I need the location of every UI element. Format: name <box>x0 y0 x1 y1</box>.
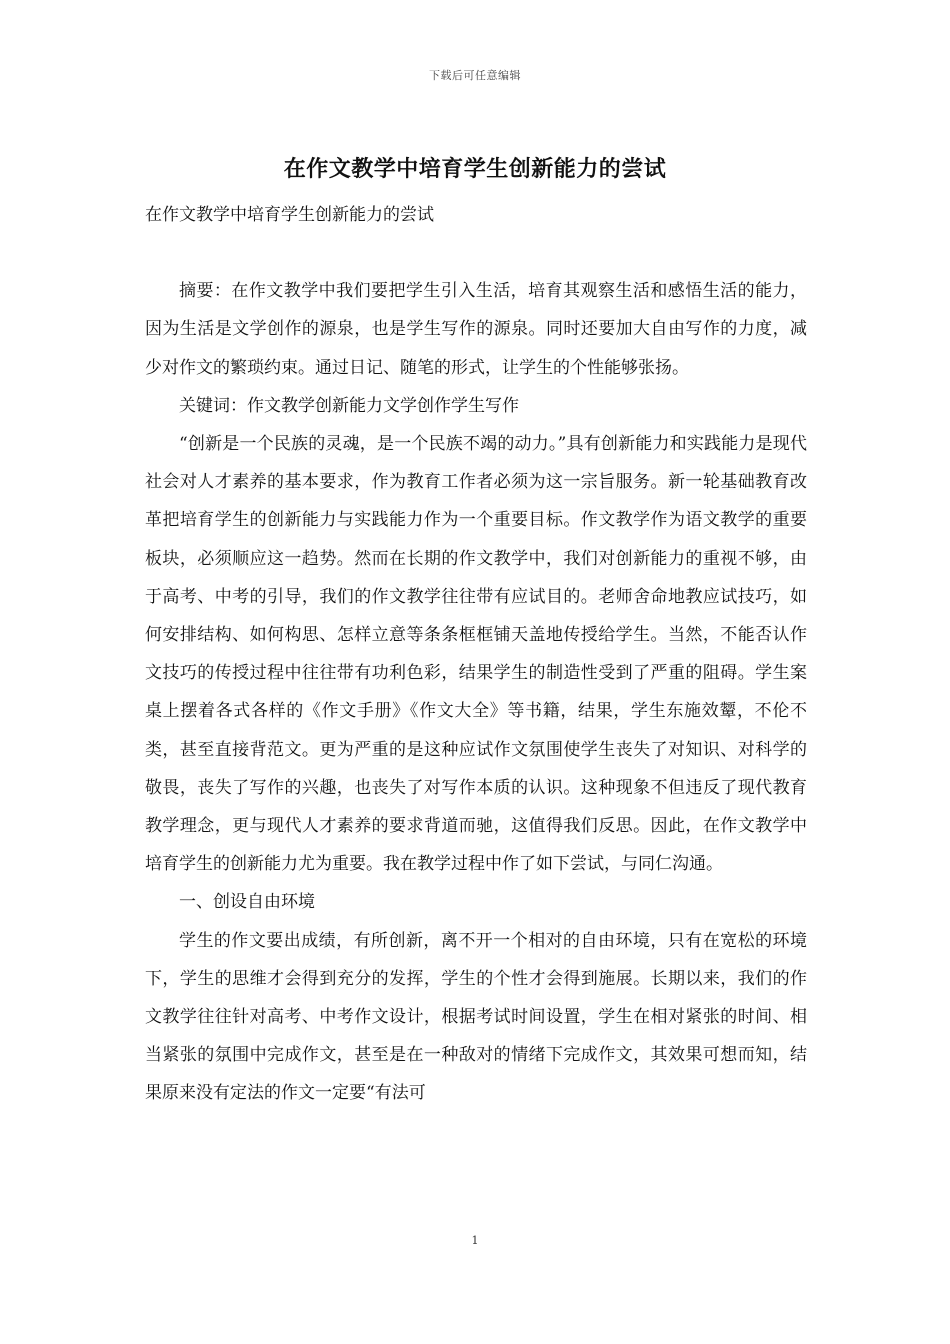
document-subtitle: 在作文教学中培育学生创新能力的尝试 <box>145 205 434 225</box>
document-title: 在作文教学中培育学生创新能力的尝试 <box>283 156 667 182</box>
page-number: 1 <box>471 1234 479 1247</box>
abstract-paragraph: 摘要：在作文教学中我们要把学生引入生活，培育其观察生活和感悟生活的能力，因为生活是文学创作的源泉，也是学生写作的源泉。同时还要加大自由写作的力度，减少对作文的繁琐约束。通过日记、随笔的形式，让学生的个性能够张扬。 <box>145 281 807 378</box>
keywords-paragraph: 关键词：作文教学创新能力文学创作学生写作 <box>179 395 519 416</box>
section-heading: 一、创设自由环境 <box>179 892 315 913</box>
page-header-note: 下载后可任意编辑 <box>429 69 521 82</box>
section-paragraph: 学生的作文要出成绩，有所创新，离不开一个相对的自由环境，只有在宽松的环境下，学生的思维才会得到充分的发挥，学生的个性才会得到施展。长期以来，我们的作文教学往往针对高考、中考作文设计，根据考试时间设置，学生在相对紧张的时间、相当紧张的氛围中完成作文，甚至是在一种敌对的情绪下完成作文，其效果可想而知，结果原来没有定法的作文一定要“有法可 <box>145 930 807 1104</box>
document-body <box>145 196 807 1113</box>
intro-paragraph: “创新是一个民族的灵魂，是一个民族不竭的动力。”具有创新能力和实践能力是现代社会对人才素养的基本要求，作为教育工作者必须为这一宗旨服务。新一轮基础教育改革把培育学生的创新能力与实践能力作为一个重要目标。作文教学作为语文教学的重要板块，必须顺应这一趋势。然而在长期的作文教学中，我们对创新能力的重视不够，由于高考、中考的引导，我们的作文教学往往带有应试目的。老师舍命地教应试技巧，如何安排结构、如何构思、怎样立意等条条框框铺天盖地传授给学生。当然，不能否认作文技巧的传授过程中往往带有功利色彩，结果学生的制造性受到了严重的阻碍。学生案桌上摆着各式各样的《作文手册》《作文大全》等书籍，结果，学生东施效颦，不伦不类，甚至直接背范文。更为严重的是这种应试作文氛围使学生丧失了对知识、对科学的敬畏，丧失了写作的兴趣，也丧失了对写作本质的认识。这种现象不但违反了现代教育教学理念，更与现代人才素养的要求背道而驰，这值得我们反思。因此，在作文教学中培育学生的创新能力尤为重要。我在教学过程中作了如下尝试，与同仁沟通。 <box>145 434 807 875</box>
